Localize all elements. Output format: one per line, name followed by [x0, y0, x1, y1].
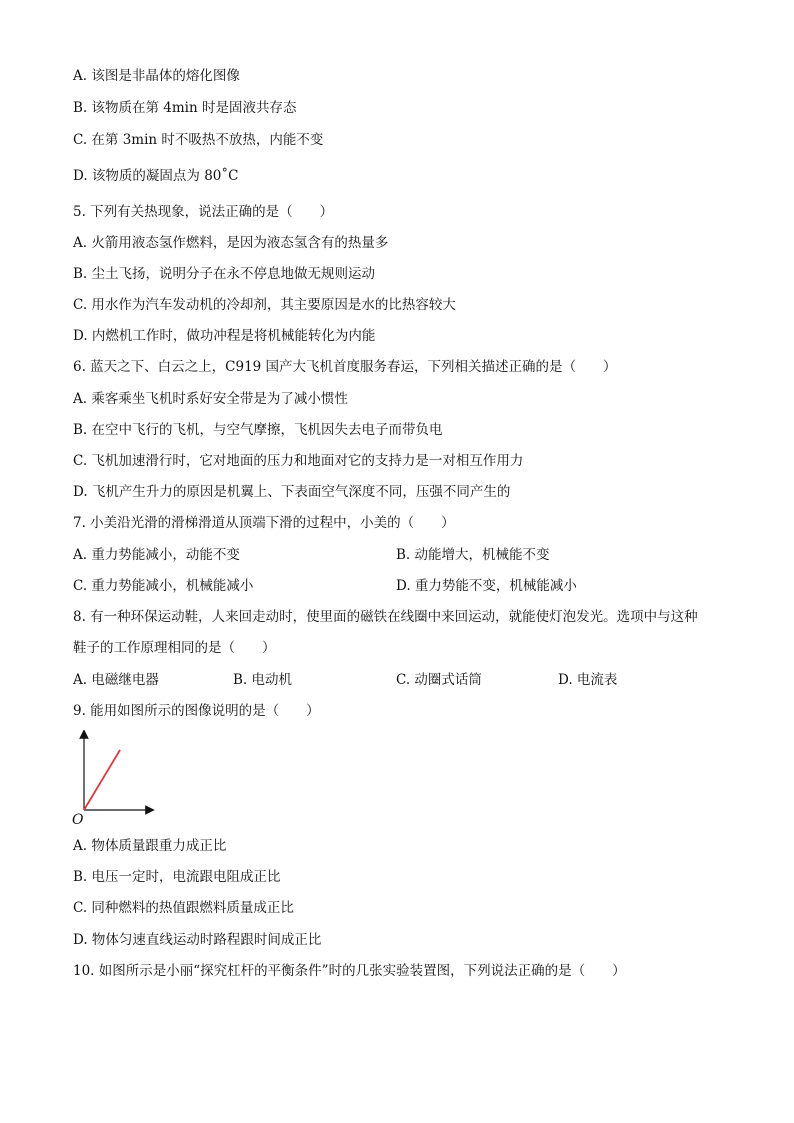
q9-option-c: C. 同种燃料的热值跟燃料质量成正比 — [73, 900, 294, 916]
q9-option-d: D. 物体匀速直线运动时路程跟时间成正比 — [73, 932, 322, 948]
q8-option-a: A. 电磁继电器 — [73, 672, 159, 688]
q5-option-d: D. 内燃机工作时，做功冲程是将机械能转化为内能 — [73, 328, 376, 344]
q5-option-c: C. 用水作为汽车发动机的冷却剂，其主要原因是水的比热容较大 — [73, 297, 456, 313]
q7-option-c: C. 重力势能减小，机械能减小 — [73, 578, 254, 594]
q6-option-b: B. 在空中飞行的飞机，与空气摩擦，飞机因失去电子而带负电 — [73, 422, 443, 438]
q7-stem: 7. 小美沿光滑的滑梯滑道从顶端下滑的过程中，小美的（ ） — [73, 515, 455, 531]
q8-option-c: C. 动圈式话筒 — [396, 672, 482, 688]
q9-option-b: B. 电压一定时，电流跟电阻成正比 — [73, 869, 281, 885]
q9-graph — [76, 730, 156, 822]
graph-origin-label: O — [72, 812, 84, 828]
proportional-line — [84, 750, 120, 810]
q8-stem-line1: 8. 有一种环保运动鞋，人来回走动时，使里面的磁铁在线圈中来回运动，就能使灯泡发光。选项中与这种 — [73, 609, 698, 625]
q5-stem: 5. 下列有关热现象，说法正确的是（ ） — [73, 204, 334, 220]
q6-option-d: D. 飞机产生升力的原因是机翼上、下表面空气深度不同，压强不同产生的 — [73, 484, 511, 500]
q7-option-a: A. 重力势能减小，动能不变 — [73, 547, 240, 563]
q4-option-b: B. 该物质在第 4min 时是固液共存态 — [73, 100, 297, 116]
q9-stem: 9. 能用如图所示的图像说明的是（ ） — [73, 703, 320, 719]
q8-option-b: B. 电动机 — [233, 672, 293, 688]
q4-option-d: D. 该物质的凝固点为 80˚C — [73, 168, 239, 184]
q4-option-a: A. 该图是非晶体的熔化图像 — [73, 68, 240, 84]
q6-option-c: C. 飞机加速滑行时，它对地面的压力和地面对它的支持力是一对相互作用力 — [73, 453, 524, 469]
q8-option-d: D. 电流表 — [558, 672, 618, 688]
q10-stem: 10. 如图所示是小丽“探究杠杆的平衡条件”时的几张实验装置图，下列说法正确的是（ ） — [73, 963, 626, 979]
q8-stem-line2: 鞋子的工作原理相同的是（ ） — [73, 640, 276, 656]
q6-stem: 6. 蓝天之下、白云之上，C919 国产大飞机首度服务春运，下列相关描述正确的是（ ） — [73, 359, 617, 375]
q5-option-a: A. 火箭用液态氢作燃料，是因为液态氢含有的热量多 — [73, 235, 389, 251]
q7-option-d: D. 重力势能不变，机械能减小 — [396, 578, 577, 594]
q6-option-a: A. 乘客乘坐飞机时系好安全带是为了减小惯性 — [73, 391, 348, 407]
q4-option-c: C. 在第 3min 时不吸热不放热，内能不变 — [73, 132, 324, 148]
q7-option-b: B. 动能增大，机械能不变 — [396, 547, 550, 563]
q9-option-a: A. 物体质量跟重力成正比 — [73, 838, 227, 854]
q5-option-b: B. 尘土飞扬，说明分子在永不停息地做无规则运动 — [73, 266, 376, 282]
